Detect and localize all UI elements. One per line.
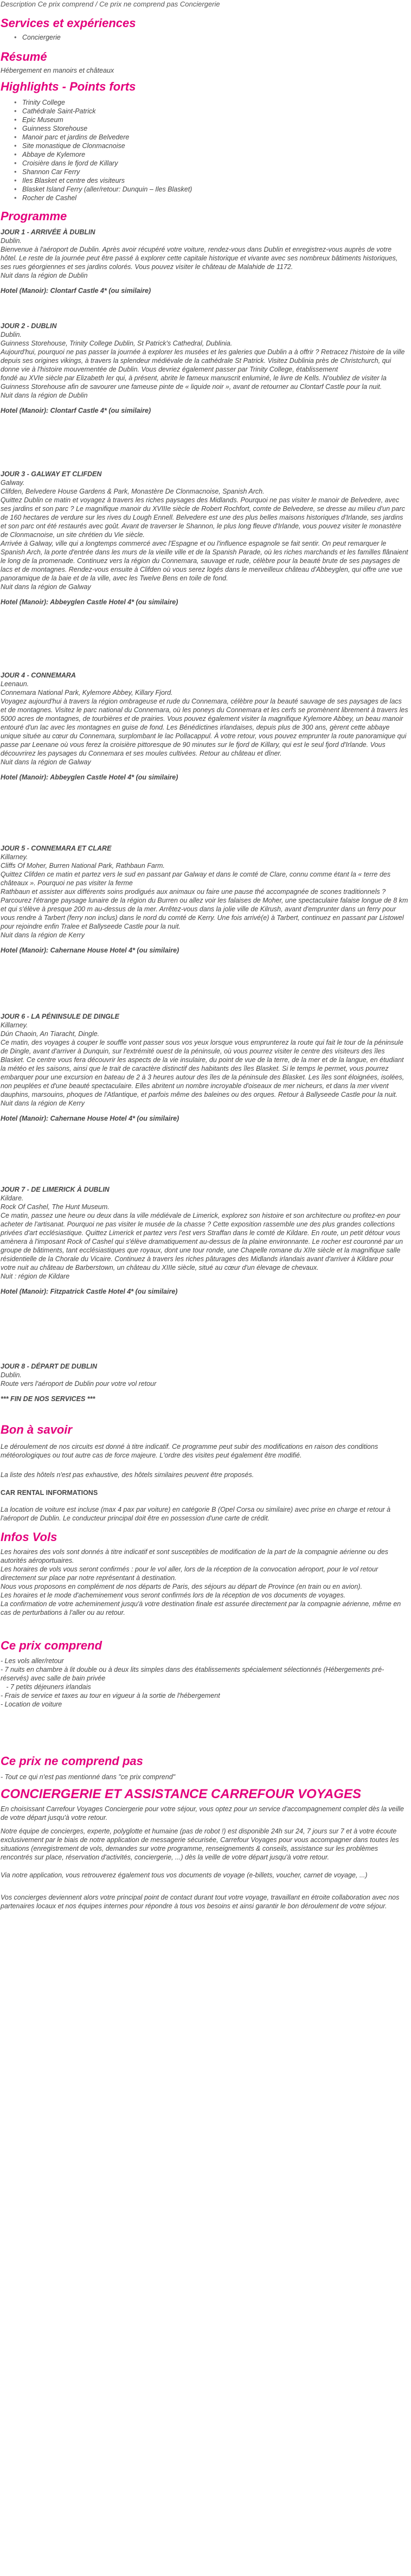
car-rental-title: CAR RENTAL INFORMATIONS xyxy=(1,1489,98,1497)
infos-vols-line: La confirmation de votre acheminement jusqu'à votre destination finale est assurée directement par la compagnie aérienne, même en cas de perturbations à l'aller ou au retour. xyxy=(1,1600,401,1616)
bon-savoir-text-1: Le déroulement de nos circuits est donné à titre indicatif. Ce programme peut subir des modifications en raison des conditions météorologiques ou tout autre cas de force majeure. L'ordre des visites peut également être modifié. xyxy=(1,1443,378,1459)
conciergerie-text-2: Notre équipe de concierges, experte, polyglotte et humaine (pas de robot !) est disponible 24h sur 24, 7 jours sur 7 et à votre écoute exclusivement par le biais de notre application de messagerie sécurisée, Carrefour Voyages pour vous accompagner dans toutes les situations (enregistrement de vols, demandes sur votre programme, renseignements & conseils, assistance sur les problèmes rencontrés sur place, réservation d'activités, conciergerie, ...) dès la veille de votre départ jusqu'à votre retour. xyxy=(1,1827,399,1861)
day-title: JOUR 4 - CONNEMARA xyxy=(1,672,76,679)
programme-title: Programme xyxy=(1,209,67,223)
page-header: Description Ce prix comprend / Ce prix ne comprend pas Conciergerie xyxy=(1,0,220,8)
prix-comprend-item: - Les vols aller/retour xyxy=(1,1657,64,1665)
day-line: Guinness Storehouse, Trinity College Dublin, St Patrick's Cathedral, Dublinia. xyxy=(1,340,233,347)
day-line: Arrivée à Galway, ville qui a longtemps commercé avec l'Espagne et ou l'influence espagnole se fait sentir. On peut remarquer le Spanish Arch, la porte d'entrée dans les murs de la vieille ville et de la Spanish Parade, où les riches marchands et les familles flânaient le long de la promenade. Continuez vers la région du Connemara, sauvage et rude, célèbre pour la beauté brute de ses paysages de lacs et de montagnes. Rendez-vous ensuite à Clifden où vous serez logés dans le merveilleux château d'Abbeyglen, qui offre une vue panoramique de la baie et de la ville, avec les Twelve Bens en toile de fond. xyxy=(1,540,408,582)
day-block xyxy=(1,228,408,295)
day-line: Nuit dans la région de Dublin xyxy=(1,392,88,399)
day-block xyxy=(1,844,408,955)
day-line: Kildare. xyxy=(1,1194,24,1202)
highlights-title: Highlights - Points forts xyxy=(1,80,136,93)
day-line: Killarney. xyxy=(1,1021,28,1029)
day-hotel: Hotel (Manoir): Clontarf Castle 4* (ou similaire) xyxy=(1,287,151,295)
day-line: Dún Chaoin, An Tiaracht, Dingle. xyxy=(1,1030,100,1038)
day-line: Dublin. xyxy=(1,1371,22,1379)
day-line: Dublin. xyxy=(1,331,22,338)
day-hotel: Hotel (Manoir): Clontarf Castle 4* (ou similaire) xyxy=(1,407,151,414)
day-title: JOUR 5 - CONNEMARA ET CLARE xyxy=(1,845,112,852)
infos-vols-line: Les horaires de vols vous seront confirmés : pour le vol aller, lors de la réception de la convocation aéroport, pour le vol retour directement sur place par notre représentant à destination. xyxy=(1,1565,378,1582)
prix-comprend-title: Ce prix comprend xyxy=(1,1639,102,1652)
list-item: • Site monastique de Clonmacnoise xyxy=(22,142,192,150)
prix-comprend-item: - Frais de service et taxes au tour en vigueur à la sortie de l'hébergement xyxy=(1,1692,220,1699)
day-line: Route vers l'aéroport de Dublin pour votre vol retour xyxy=(1,1380,157,1388)
day-title: JOUR 1 - ARRIVÉE À DUBLIN xyxy=(1,228,95,236)
day-line: Rathbaun et assister aux différents soins prodigués aux animaux ou faire une pause thé accompagnée de scones traditionnels ? Parcourez l'étrange paysage lunaire de la région du Burren ou allez voir les falaises de Moher, une spectaculaire falaise longue de 8 km et qui s'élève à presque 200 m au-dessus de la mer. Arrêtez-vous dans la jolie ville de Kilrush, avant d'emprunter dans un ferry pour vous rendre à Tarbert (ferry non inclus) dans le nord du comté de Kerry. Une fois arrivé(e) à Tarbert, continuez en passant par Listowel pour rejoindre enfin Tralee et Ballyseede Castle pour la nuit. xyxy=(1,888,408,930)
day-hotel: Hotel (Manoir): Fitzpatrick Castle Hotel 4* (ou similaire) xyxy=(1,1288,178,1295)
bon-savoir-text-2: La liste des hôtels n'est pas exhaustive, des hôtels similaires peuvent être proposés. xyxy=(1,1471,254,1479)
day-hotel: Hotel (Manoir): Abbeyglen Castle Hotel 4* (ou similaire) xyxy=(1,598,178,606)
prix-ne-comprend-item: - Tout ce qui n'est pas mentionné dans "ce prix comprend" xyxy=(1,1773,176,1781)
day-line: Leenaun. xyxy=(1,680,29,688)
day-line: Cliffs Of Moher, Burren National Park, Rathbaun Farm. xyxy=(1,862,165,870)
services-list xyxy=(1,33,61,42)
resume-title: Résumé xyxy=(1,50,47,63)
resume-text: Hébergement en manoirs et châteaux xyxy=(1,67,114,74)
day-line: Aujourd'hui, pourquoi ne pas passer la journée à explorer les musées et les galeries que Dublin a à offrir ? Retracez l'histoire de la ville depuis ses origines vikings, à travers la splendeur médiévale de la cathédrale St Patrick. Visitez Dublinia près de Christchurch, qui donne vie à l'histoire mouvementée de Dublin. Vous devriez également passer par Trinity College, établissement xyxy=(1,348,405,373)
day-line: Nuit dans la région de Dublin xyxy=(1,272,88,279)
list-item: • Manoir parc et jardins de Belvedere xyxy=(22,133,192,142)
day-title: JOUR 6 - LA PÉNINSULE DE DINGLE xyxy=(1,1013,120,1020)
list-item: • Rocher de Cashel xyxy=(22,194,192,202)
day-title: JOUR 3 - GALWAY ET CLIFDEN xyxy=(1,470,102,478)
day-hotel: Hotel (Manoir): Cahernane House Hotel 4* (ou similaire) xyxy=(1,1115,179,1122)
day-line: fondé au XVIe siècle par Elizabeth Ier qui, à présent, abrite le fameux manuscrit enluminé, le livre de Kells. N'oubliez de visiter la Guinness Storehouse afin de savourer une fameuse pinte de « liquide noir », avant de retourner au Clontarf Castle pour la nuit. xyxy=(1,374,387,391)
list-item: • Guinness Storehouse xyxy=(22,124,192,133)
day-title: JOUR 7 - DE LIMERICK À DUBLIN xyxy=(1,1186,110,1193)
prix-comprend-item: - 7 petits déjeuners irlandais xyxy=(1,1683,91,1691)
conciergerie-text-3: Via notre application, vous retrouverez également tous vos documents de voyage (e-billets, voucher, carnet de voyage, ...) xyxy=(1,1871,368,1879)
infos-vols-block xyxy=(1,1548,408,1617)
day-line: Galway. xyxy=(1,479,25,487)
conciergerie-title: CONCIERGERIE ET ASSISTANCE CARREFOUR VOYAGES xyxy=(1,1787,361,1801)
day-hotel: *** FIN DE NOS SERVICES *** xyxy=(1,1395,95,1403)
day-line: Voyagez aujourd'hui à travers la région ombrageuse et rude du Connemara, célèbre pour la beauté sauvage de ses paysages de lacs et de montagnes. Visitez le parc national du Connemara, où les poneys du Connemara et les cerfs se promènent librement à travers les 5000 acres de montagnes, de tourbières et de prairies. Vous pouvez également visiter la magnifique Kylemore Abbey, un beau manoir entouré d'un lac avec les montagnes en guise de fond. Les Bénédictines irlandaises, depuis plus de 300 ans, gèrent cette abbaye xyxy=(1,698,408,731)
infos-vols-line: Nous vous proposons en complément de nos départs de Paris, des séjours au départ de Province (en train ou en avion). xyxy=(1,1583,363,1590)
day-line: Ce matin, passez une heure ou deux dans la ville médiévale de Limerick, explorez son histoire et son architecture ou profitez-en pour acheter de l'artisanat. Pourquoi ne pas visiter le musée de la chasse ? Cette exposition rassemble une des plus grandes collections privées d'art ecclésiastique. Quittez Limerick et partez vers l'est vers Straffan dans le comté de Kildare. En route, un petit détour vous amènera à l'imposant Rock of Cashel qui s'élève dramatiquement au-dessus de la plaine environnante. Le rocher est couronné par un groupe de bâtiments, tant ecclésiastiques que royaux, dont une tour ronde, une Chapelle romane du XIIe siècle et la magnifique salle résidentielle de la Chorale du Vicaire. Continuez à travers les riches pâturages des Midlands irlandais avant d'arriver à Kildare pour votre nuit au château de Barberstown, un château du XIIIe siècle, situé au cœur d'un élevage de chevaux. xyxy=(1,1212,403,1271)
day-line: Bienvenue à l'aéroport de Dublin. Après avoir récupéré votre voiture, rendez-vous dans Dublin et enregistrez-vous auprès de votre hôtel. Le reste de la journée peut être passé à explorer cette capitale historique et vivante avec ses nombreux bâtiments historiques, ses rues géorgiennes et ses jardins colorés. Vous pouvez visiter le château de Malahide de 1172. xyxy=(1,246,398,271)
day-line: unique située au cœur du Connemara, surplombant le lac Pollacappul. À votre retour, vous pouvez emprunter la route panoramique qui passe par Leenane où vous ferez la croisière pittoresque de 90 minutes sur le fjord de Killary, qui est le seul fjord d'Irlande. Vous découvrirez les paysages du Connemara et ses moules cultivées. Retour au château et dîner. xyxy=(1,732,407,757)
day-hotel: Hotel (Manoir): Cahernane House Hotel 4* (ou similaire) xyxy=(1,947,179,954)
day-line: Quittez Dublin ce matin et voyagez à travers les riches paysages des Midlands. Pourquoi ne pas visiter le manoir de Belvedere, avec ses jardins et son parc ? Le magnifique manoir du XVIIIe siècle de Robert Rochfort, comte de Belvedere, se dresse au milieu d'un parc de 160 hectares de verdure sur les rives du Lough Ennell. Belvedere est une des plus belles maisons historiques d'Irlande, ses jardins et son parc ont été restaurés avec goût. Avant de traverser le Shannon, le plus long fleuve d'Irlande, vous pouvez visiter le monastère de Clonmacnoise, un site chrétien du Vie siècle. xyxy=(1,496,405,539)
day-line: Nuit dans la région de Kerry xyxy=(1,931,85,939)
day-block xyxy=(1,322,408,415)
prix-comprend-item: - Location de voiture xyxy=(1,1701,62,1708)
day-line: Rock Of Cashel, The Hunt Museum. xyxy=(1,1203,110,1211)
highlights-list xyxy=(1,98,192,202)
day-line: Killarney. xyxy=(1,853,28,861)
list-item: • Iles Blasket et centre des visiteurs xyxy=(22,176,192,185)
prix-comprend-block xyxy=(1,1657,408,1709)
list-item: • Epic Museum xyxy=(22,116,192,124)
day-block xyxy=(1,470,408,606)
list-item: • Shannon Car Ferry xyxy=(22,168,192,176)
day-hotel: Hotel (Manoir): Abbeyglen Castle Hotel 4* (ou similaire) xyxy=(1,774,178,781)
list-item: • Abbaye de Kylemore xyxy=(22,150,192,159)
day-line: Dublin. xyxy=(1,237,22,245)
day-block xyxy=(1,1362,408,1403)
day-line: Clifden, Belvedere House Gardens & Park, Monastère De Clonmacnoise, Spanish Arch. xyxy=(1,488,265,495)
day-block xyxy=(1,1185,408,1296)
infos-vols-title: Infos Vols xyxy=(1,1530,57,1544)
infos-vols-line: Les horaires et le mode d'acheminement vous seront confirmés lors de la réception de vos documents de voyages. xyxy=(1,1591,346,1599)
prix-comprend-item: - 7 nuits en chambre à lit double ou à deux lits simples dans des établissements spécialement sélectionnés (Hébergements pré-réservés) avec salle de bain privée xyxy=(1,1666,384,1682)
day-line: Nuit : région de Kildare xyxy=(1,1273,70,1280)
conciergerie-text-1: En choisissant Carrefour Voyages Conciergerie pour votre séjour, vous optez pour un service d'accompagnement complet dès la veille de votre départ jusqu'à votre retour. xyxy=(1,1805,404,1821)
prix-ne-comprend-title: Ce prix ne comprend pas xyxy=(1,1754,143,1768)
services-title: Services et expériences xyxy=(1,16,136,30)
list-item: • Conciergerie xyxy=(22,33,61,42)
day-line: Nuit dans la région de Galway xyxy=(1,758,91,766)
bon-savoir-text-3: La location de voiture est incluse (max 4 pax par voiture) en catégorie B (Opel Corsa ou similaire) avec prise en charge et retour à l'aéroport de Dublin. Le conducteur principal doit être en possession d'une carte de crédit. xyxy=(1,1506,391,1522)
infos-vols-line: Les horaires des vols sont donnés à titre indicatif et sont susceptibles de modification de la part de la compagnie aérienne ou des autorités aéroportuaires. xyxy=(1,1548,389,1564)
bon-savoir-title: Bon à savoir xyxy=(1,1423,73,1436)
day-line: Nuit dans la région de Galway xyxy=(1,583,91,591)
day-block xyxy=(1,671,408,782)
list-item: • Croisière dans le fjord de Killary xyxy=(22,159,192,168)
list-item: • Trinity College xyxy=(22,98,192,107)
conciergerie-text-4: Vos concierges deviennent alors votre principal point de contact durant tout votre voyage, travaillant en étroite collaboration avec nos partenaires locaux et nos équipes internes pour répondre à tous vos besoins et ainsi garantir le bon déroulement de votre séjour. xyxy=(1,1894,400,1910)
day-line: Quittez Clifden ce matin et partez vers le sud en passant par Galway et dans le comté de Clare, connu comme étant la « terre des châteaux ». Pourquoi ne pas visiter la ferme xyxy=(1,871,391,887)
day-title: JOUR 2 - DUBLIN xyxy=(1,322,57,330)
day-title: JOUR 8 - DÉPART DE DUBLIN xyxy=(1,1363,98,1370)
list-item: • Blasket Island Ferry (aller/retour: Dunquin – Iles Blasket) xyxy=(22,185,192,194)
day-block xyxy=(1,1012,408,1123)
day-line: Connemara National Park, Kylemore Abbey, Killary Fjord. xyxy=(1,689,173,696)
list-item: • Cathédrale Saint-Patrick xyxy=(22,107,192,116)
day-line: Ce matin, des voyages à couper le souffle vont passer sous vos yeux lorsque vous emprunterez la route qui fait le tour de la péninsule de Dingle, avant d'arriver à Dunquin, sur l'extrémité ouest de la péninsule, où vous pourrez visiter le centre des visiteurs des îles Blasket. Ce centre vous fera découvrir les aspects de la vie insulaire, du point de vue de la terre, de la mer et de la langue, en étudiant la météo et les saisons, ainsi que le trait de caractère distinctif des habitants des îles Blasket. Si le temps le permet, vous pourrez embarquer pour une excursion en bateau de 2 à 3 heures autour des îles de la péninsule des Blasket. Les îles sont éloignées, isolées, non peuplées et d'une beauté spectaculaire. Elles abritent un nombre incroyable d'oiseaux de mer nicheurs, et dans la mer vivent dauphins, marsouins, phoques de l'Atlantique, et parfois même des baleines ou des orques. Retour à Ballyseede Castle pour la nuit. xyxy=(1,1039,404,1098)
day-line: Nuit dans la région de Kerry xyxy=(1,1100,85,1107)
